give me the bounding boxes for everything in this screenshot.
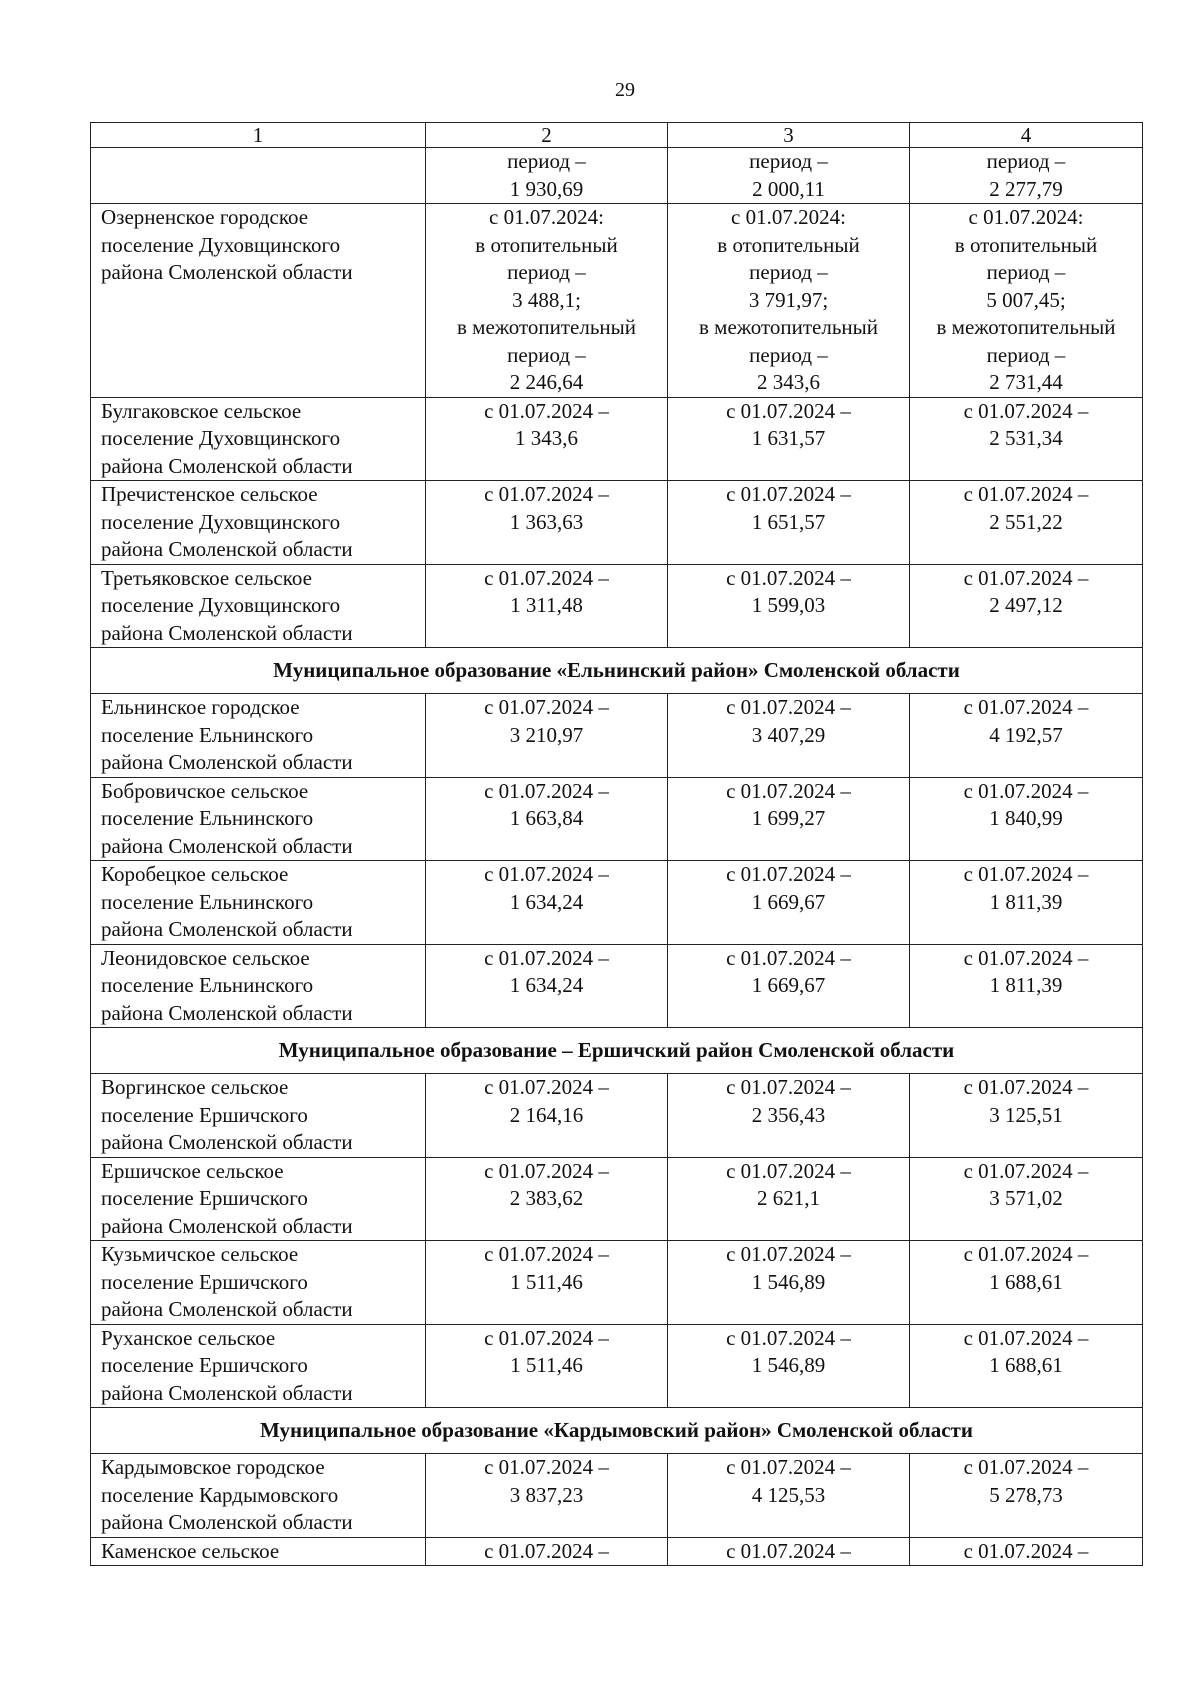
- tariff-col-3: [668, 1537, 910, 1566]
- cell-line: 1 930,69: [509, 176, 584, 201]
- cell-line: Каменское сельское: [101, 1538, 280, 1563]
- settlement-name-cell: [91, 777, 426, 861]
- cell-line: района Смоленской области: [101, 1000, 353, 1025]
- cell-line: 1 634,24: [509, 889, 584, 914]
- cell-line: с 01.07.2024 –: [726, 862, 851, 886]
- cell-line: с 01.07.2024 –: [963, 1325, 1089, 1350]
- cell-line: с 01.07.2024 –: [963, 565, 1089, 590]
- section-header-row: [91, 1028, 1143, 1074]
- cell-line: 5 007,45;: [986, 287, 1066, 312]
- cell-line: период –: [986, 260, 1066, 284]
- cell-line: 1 651,57: [751, 509, 826, 534]
- cell-line: района Смоленской области: [101, 260, 353, 284]
- cell-line: 3 837,23: [509, 1482, 584, 1507]
- table-row: [91, 777, 1143, 861]
- cell-line: с 01.07.2024 –: [484, 1538, 609, 1563]
- cell-line: с 01.07.2024:: [731, 205, 846, 229]
- settlement-name-cell: [91, 1241, 426, 1325]
- cell-line: 2 343,6: [757, 370, 820, 394]
- cell-line: с 01.07.2024 –: [484, 1075, 609, 1099]
- settlement-name-cell: [91, 564, 426, 648]
- cell-line: с 01.07.2024 –: [963, 1455, 1089, 1479]
- table-row: [91, 861, 1143, 945]
- cell-line: 2 000,11: [752, 176, 825, 201]
- cell-line: поселение Духовщинского: [101, 232, 341, 257]
- tariff-col-2: [426, 694, 668, 778]
- cell-line: с 01.07.2024:: [968, 205, 1084, 229]
- cell-line: в межотопительный: [698, 315, 878, 339]
- cell-line: 2 621,1: [757, 1186, 820, 1210]
- tariff-col-3: [668, 564, 910, 648]
- cell-line: района Смоленской области: [101, 1297, 353, 1321]
- cell-line: с 01.07.2024 –: [726, 1325, 851, 1350]
- cell-line: Третьяковское сельское: [101, 565, 312, 590]
- cell-line: с 01.07.2024 –: [726, 945, 851, 970]
- cell-line: с 01.07.2024 –: [726, 778, 851, 803]
- header-col-3: 3: [668, 123, 910, 148]
- tariff-col-4: [910, 397, 1143, 481]
- cell-line: 1 811,39: [989, 889, 1063, 914]
- cell-line: района Смоленской области: [101, 917, 353, 941]
- cell-line: 1 811,39: [989, 973, 1063, 997]
- cell-line: района Смоленской области: [101, 620, 353, 645]
- cell-line: района Смоленской области: [101, 750, 353, 774]
- tariff-col-4: [910, 481, 1143, 565]
- cell-line: с 01.07.2024 –: [484, 1158, 609, 1183]
- cell-line: района Смоленской области: [101, 1380, 353, 1405]
- cell-line: 1 688,61: [989, 1353, 1063, 1377]
- cell-line: с 01.07.2024 –: [963, 945, 1089, 970]
- cell-line: 1 311,48: [510, 593, 583, 617]
- tariff-col-3: [668, 1074, 910, 1158]
- cell-line: период –: [986, 149, 1066, 173]
- cell-line: Коробецкое сельское: [101, 862, 289, 886]
- cell-line: 1 634,24: [509, 973, 584, 997]
- cell-line: с 01.07.2024 –: [726, 398, 851, 423]
- cell-line: 2 164,16: [509, 1102, 584, 1127]
- tariff-col-4: [910, 777, 1143, 861]
- cell-line: с 01.07.2024:: [489, 205, 604, 229]
- tariff-col-4: [910, 1241, 1143, 1325]
- cell-line: Ельнинское городское: [101, 695, 300, 719]
- cell-line: период –: [507, 260, 586, 284]
- cell-line: 1 699,27: [751, 806, 826, 830]
- cell-line: 1 511,46: [510, 1353, 583, 1377]
- tariff-col-2: [426, 1324, 668, 1408]
- cell-line: поселение Духовщинского: [101, 426, 341, 450]
- settlement-name-cell: [91, 481, 426, 565]
- tariff-col-4: [910, 861, 1143, 945]
- cell-line: с 01.07.2024 –: [484, 1242, 609, 1266]
- cell-line: с 01.07.2024 –: [484, 398, 609, 423]
- cell-line: с 01.07.2024 –: [726, 1158, 851, 1183]
- cell-line: период –: [986, 342, 1066, 367]
- cell-line: района Смоленской области: [101, 453, 353, 478]
- cell-line: с 01.07.2024 –: [484, 482, 609, 506]
- cell-line: с 01.07.2024 –: [726, 1538, 851, 1563]
- page-number: 29: [615, 79, 635, 101]
- cell-line: в отопительный: [954, 232, 1098, 257]
- cell-line: поселение Ельнинского: [101, 973, 314, 997]
- cell-line: Озерненское городское: [101, 205, 309, 229]
- cell-line: 4 125,53: [751, 1482, 826, 1507]
- continuation-col-4: [910, 148, 1143, 204]
- table-row: [91, 1241, 1143, 1325]
- cell-line: с 01.07.2024 –: [726, 1242, 851, 1266]
- table-row: [91, 481, 1143, 565]
- cell-line: района Смоленской области: [101, 1213, 353, 1238]
- tariff-col-3: [668, 694, 910, 778]
- cell-line: в отопительный: [475, 232, 618, 257]
- settlement-name-cell: [91, 1074, 426, 1158]
- cell-line: 1 840,99: [989, 806, 1063, 830]
- tariff-col-3: [668, 481, 910, 565]
- tariff-col-4: [910, 564, 1143, 648]
- cell-line: 3 407,29: [751, 722, 826, 747]
- cell-line: района Смоленской области: [101, 833, 353, 858]
- cell-line: 3 791,97;: [748, 287, 829, 312]
- cell-line: с 01.07.2024 –: [726, 1455, 851, 1479]
- tariff-table: [90, 122, 1143, 1566]
- cell-line: поселение Ельнинского: [101, 722, 314, 747]
- cell-line: 2 277,79: [989, 176, 1063, 201]
- continuation-row: [91, 148, 1143, 204]
- tariff-col-2: [426, 861, 668, 945]
- cell-line: Ершичское сельское: [101, 1158, 284, 1183]
- table-row: [91, 944, 1143, 1028]
- cell-line: период –: [749, 260, 828, 284]
- cell-line: 4 192,57: [989, 722, 1063, 747]
- table-row: [91, 1157, 1143, 1241]
- table-row: [91, 564, 1143, 648]
- cell-line: района Смоленской области: [101, 1130, 353, 1154]
- section-header-row: [91, 1408, 1143, 1454]
- continuation-name-cell: [91, 148, 426, 204]
- cell-line: 1 631,57: [751, 426, 826, 450]
- cell-line: период –: [507, 149, 586, 173]
- tariff-col-4: [910, 204, 1143, 398]
- cell-line: с 01.07.2024 –: [484, 565, 609, 590]
- cell-line: с 01.07.2024 –: [963, 695, 1089, 719]
- section-title: Муниципальное образование «Ельнинский район» Смоленской области: [91, 648, 1143, 694]
- section-title: Муниципальное образование – Ершичский район Смоленской области: [91, 1028, 1143, 1074]
- table-row: [91, 1074, 1143, 1158]
- cell-line: в межотопительный: [936, 315, 1116, 339]
- cell-line: с 01.07.2024 –: [484, 862, 609, 886]
- section-title: Муниципальное образование «Кардымовский район» Смоленской области: [91, 1408, 1143, 1454]
- cell-line: с 01.07.2024 –: [726, 565, 851, 590]
- cell-line: период –: [749, 342, 828, 367]
- cell-line: 2 356,43: [751, 1102, 826, 1127]
- tariff-col-2: [426, 1537, 668, 1566]
- cell-line: 5 278,73: [989, 1482, 1063, 1507]
- cell-line: 2 531,34: [989, 426, 1063, 450]
- tariff-col-3: [668, 1241, 910, 1325]
- tariff-col-2: [426, 944, 668, 1028]
- table-row: [91, 1324, 1143, 1408]
- settlement-name-cell: [91, 204, 426, 398]
- tariff-col-4: [910, 1074, 1143, 1158]
- cell-line: с 01.07.2024 –: [484, 1325, 609, 1350]
- tariff-col-3: [668, 397, 910, 481]
- cell-line: с 01.07.2024 –: [963, 1242, 1089, 1266]
- tariff-col-2: [426, 1157, 668, 1241]
- cell-line: 1 669,67: [751, 889, 826, 914]
- cell-line: поселение Ершичского: [101, 1269, 308, 1294]
- cell-line: Руханское сельское: [101, 1325, 276, 1350]
- cell-line: Воргинское сельское: [101, 1075, 289, 1099]
- cell-line: с 01.07.2024 –: [726, 695, 851, 719]
- cell-line: с 01.07.2024 –: [726, 482, 851, 506]
- cell-line: поселение Духовщинского: [101, 509, 341, 534]
- cell-line: Леонидовское сельское: [101, 945, 310, 970]
- settlement-name-cell: [91, 1454, 426, 1538]
- cell-line: с 01.07.2024 –: [963, 398, 1089, 423]
- settlement-name-cell: [91, 397, 426, 481]
- header-col-2: 2: [426, 123, 668, 148]
- cell-line: с 01.07.2024 –: [963, 1158, 1089, 1183]
- cell-line: 1 511,46: [510, 1269, 583, 1294]
- cell-line: с 01.07.2024 –: [963, 482, 1089, 506]
- cell-line: 2 383,62: [509, 1186, 584, 1210]
- cell-line: с 01.07.2024 –: [484, 945, 609, 970]
- cell-line: поселение Ельнинского: [101, 889, 314, 914]
- cell-line: Кардымовское городское: [101, 1455, 325, 1479]
- table-row: [91, 1537, 1143, 1566]
- cell-line: период –: [749, 149, 828, 173]
- cell-line: с 01.07.2024 –: [963, 778, 1089, 803]
- continuation-col-3: [668, 148, 910, 204]
- continuation-col-2: [426, 148, 668, 204]
- cell-line: поселение Духовщинского: [101, 593, 341, 617]
- settlement-name-cell: [91, 1537, 426, 1566]
- cell-line: 1 546,89: [751, 1269, 826, 1294]
- cell-line: Кузьмичское сельское: [101, 1242, 299, 1266]
- tariff-col-3: [668, 1324, 910, 1408]
- tariff-col-4: [910, 694, 1143, 778]
- cell-line: 1 669,67: [751, 973, 826, 997]
- tariff-col-2: [426, 204, 668, 398]
- cell-line: района Смоленской области: [101, 537, 353, 561]
- cell-line: с 01.07.2024 –: [963, 862, 1089, 886]
- cell-line: с 01.07.2024 –: [726, 1075, 851, 1099]
- tariff-col-4: [910, 1537, 1143, 1566]
- cell-line: 3 210,97: [509, 722, 584, 747]
- cell-line: поселение Ершичского: [101, 1186, 308, 1210]
- cell-line: с 01.07.2024 –: [963, 1075, 1089, 1099]
- tariff-col-2: [426, 564, 668, 648]
- tariff-col-4: [910, 944, 1143, 1028]
- cell-line: с 01.07.2024 –: [484, 695, 609, 719]
- cell-line: 1 688,61: [989, 1269, 1063, 1294]
- tariff-col-3: [668, 204, 910, 398]
- cell-line: с 01.07.2024 –: [963, 1538, 1089, 1563]
- cell-line: с 01.07.2024 –: [484, 1455, 609, 1479]
- cell-line: в межотопительный: [456, 315, 636, 339]
- cell-line: 1 363,63: [509, 509, 584, 534]
- tariff-col-2: [426, 1241, 668, 1325]
- cell-line: поселение Кардымовского: [101, 1482, 339, 1507]
- cell-line: 2 731,44: [989, 370, 1063, 394]
- cell-line: 3 571,02: [989, 1186, 1063, 1210]
- tariff-col-2: [426, 397, 668, 481]
- cell-line: поселение Ершичского: [101, 1102, 308, 1127]
- settlement-name-cell: [91, 944, 426, 1028]
- tariff-col-3: [668, 1157, 910, 1241]
- settlement-name-cell: [91, 694, 426, 778]
- tariff-col-4: [910, 1324, 1143, 1408]
- cell-line: период –: [507, 342, 586, 367]
- cell-line: района Смоленской области: [101, 1510, 353, 1534]
- header-row: [91, 123, 1143, 148]
- cell-line: поселение Ершичского: [101, 1353, 308, 1377]
- cell-line: в отопительный: [717, 232, 860, 257]
- tariff-col-3: [668, 944, 910, 1028]
- tariff-col-3: [668, 1454, 910, 1538]
- cell-line: 2 246,64: [509, 370, 584, 394]
- cell-line: 1 546,89: [751, 1353, 826, 1377]
- cell-line: 3 125,51: [989, 1102, 1063, 1127]
- tariff-col-3: [668, 777, 910, 861]
- tariff-col-4: [910, 1454, 1143, 1538]
- settlement-name-cell: [91, 1324, 426, 1408]
- cell-line: поселение Ельнинского: [101, 806, 314, 830]
- tariff-col-2: [426, 777, 668, 861]
- table-row: [91, 1454, 1143, 1538]
- table-row-ozerny: [91, 204, 1143, 398]
- cell-line: 1 663,84: [509, 806, 584, 830]
- table-row: [91, 397, 1143, 481]
- tariff-col-2: [426, 481, 668, 565]
- cell-line: с 01.07.2024 –: [484, 778, 609, 803]
- cell-line: 2 497,12: [989, 593, 1063, 617]
- settlement-name-cell: [91, 1157, 426, 1241]
- tariff-col-2: [426, 1074, 668, 1158]
- cell-line: Пречистенское сельское: [101, 482, 318, 506]
- cell-line: Булгаковское сельское: [101, 398, 302, 423]
- tariff-col-4: [910, 1157, 1143, 1241]
- cell-line: 2 551,22: [989, 509, 1063, 534]
- table-row: [91, 694, 1143, 778]
- settlement-name-cell: [91, 861, 426, 945]
- tariff-col-2: [426, 1454, 668, 1538]
- cell-line: 1 343,6: [515, 426, 578, 450]
- cell-line: 1 599,03: [751, 593, 826, 617]
- tariff-col-3: [668, 861, 910, 945]
- header-col-4: 4: [910, 123, 1143, 148]
- cell-line: Бобровичское сельское: [101, 778, 309, 803]
- header-col-1: 1: [91, 123, 426, 148]
- cell-line: 3 488,1;: [512, 287, 581, 312]
- section-header-row: [91, 648, 1143, 694]
